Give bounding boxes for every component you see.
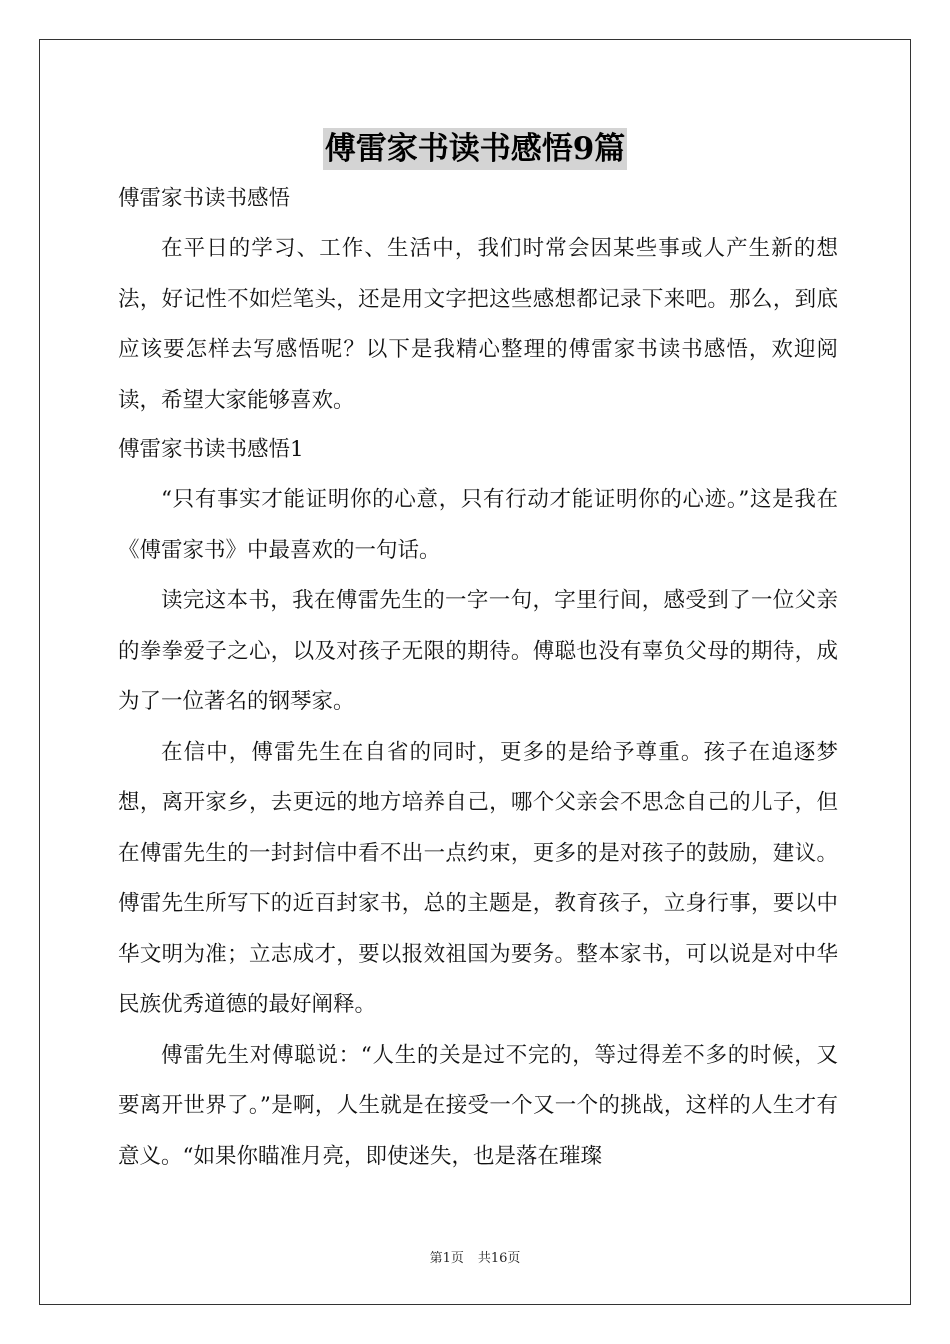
section-heading: 傅雷家书读书感悟1 bbox=[118, 437, 304, 462]
paragraph: 傅雷先生对傅聪说：“人生的关是过不完的，等过得差不多的时候，又要离开世界了。”是啊，人生就是在接受一个又一个的挑战，这样的人生才有意义。“如果你瞄准月亮，即使迷失，也是落在璀璨 bbox=[118, 1042, 838, 1169]
page-total: 共16页 bbox=[477, 1251, 521, 1266]
document-body bbox=[118, 178, 838, 1182]
paragraph: 在信中，傅雷先生在自省的同时，更多的是给予尊重。孩子在追逐梦想，离开家乡，去更远的地方培养自己，哪个父亲会不思念自己的儿子，但在傅雷先生的一封封信中看不出一点约束，更多的是对孩子的鼓励，建议。傅雷先生所写下的近百封家书，总的主题是，教育孩子，立身行事，要以中华文明为准；立志成才，要以报效祖国为要务。整本家书，可以说是对中华民族优秀道德的最好阐释。 bbox=[118, 739, 838, 1017]
title-container bbox=[0, 128, 950, 170]
section-heading: 傅雷家书读书感悟 bbox=[118, 186, 291, 211]
page-number: 第1页 bbox=[429, 1251, 464, 1266]
page-footer bbox=[0, 1247, 950, 1266]
document-title: 傅雷家书读书感悟9篇 bbox=[323, 128, 628, 170]
paragraph: “只有事实才能证明你的心意，只有行动才能证明你的心迹。”这是我在《傅雷家书》中最喜欢的一句话。 bbox=[118, 487, 838, 563]
paragraph: 读完这本书，我在傅雷先生的一字一句，字里行间，感受到了一位父亲的拳拳爱子之心，以及对孩子无限的期待。傅聪也没有辜负父母的期待，成为了一位著名的钢琴家。 bbox=[118, 588, 838, 714]
paragraph: 在平日的学习、工作、生活中，我们时常会因某些事或人产生新的想法，好记性不如烂笔头，还是用文字把这些感想都记录下来吧。那么，到底应该要怎样去写感悟呢？以下是我精心整理的傅雷家书读书感悟，欢迎阅读，希望大家能够喜欢。 bbox=[118, 236, 838, 413]
